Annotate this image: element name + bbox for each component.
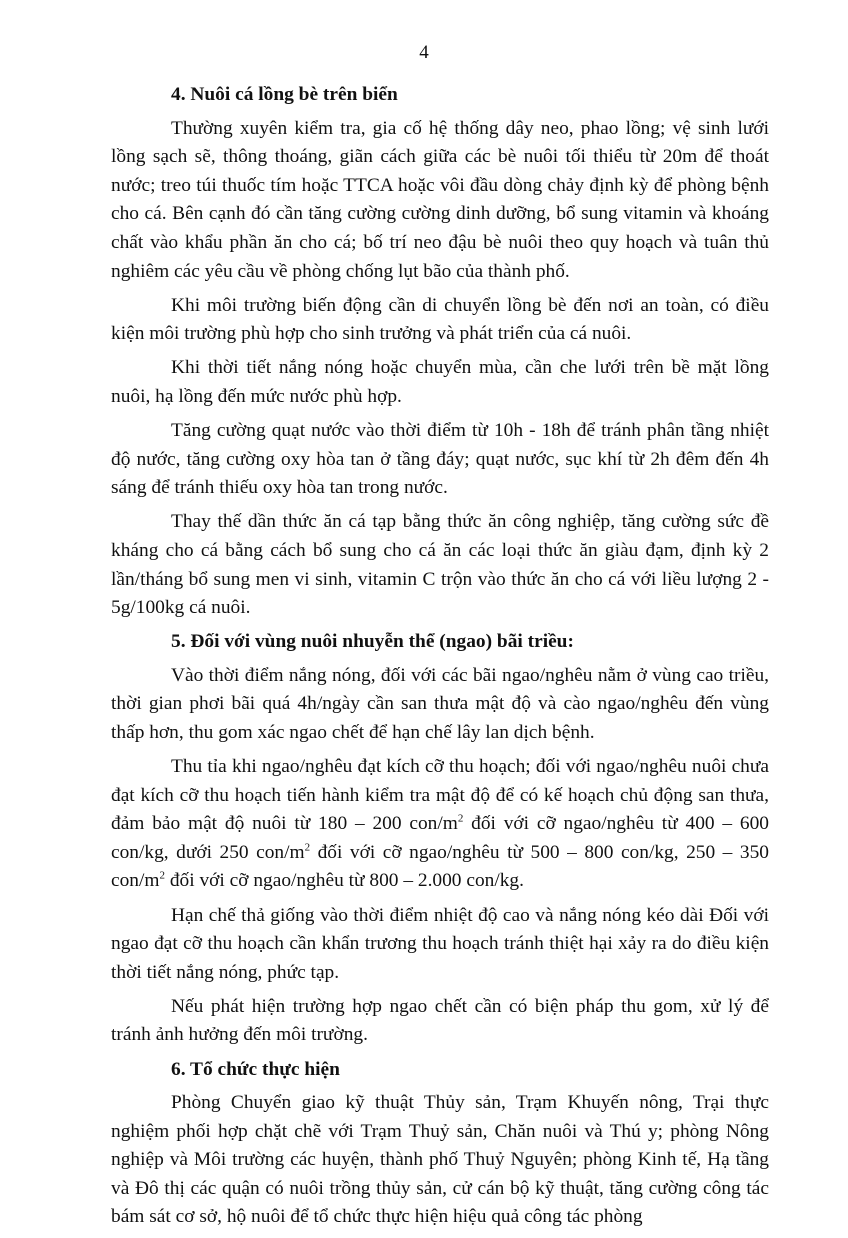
section-6 xyxy=(111,1056,769,1233)
section-5 xyxy=(111,628,769,1050)
section-4 xyxy=(111,81,769,623)
page-number: 4 xyxy=(419,42,429,63)
section-heading: 4. Nuôi cá lồng bè trên biển xyxy=(171,84,398,105)
paragraph: Vào thời điểm nắng nóng, đối với các bãi ngao/nghêu nằm ở vùng cao triều, thời gian phơi bãi quá 4h/ngày cần san thưa mật độ và cào ngao/nghêu đến vùng thấp hơn, thu gom xác ngao chết để hạn chế lây lan dịch bệnh. xyxy=(111,664,769,743)
paragraph: Hạn chế thả giống vào thời điểm nhiệt độ cao và nắng nóng kéo dài Đối với ngao đạt cỡ thu hoạch cần khẩn trương thu hoạch tránh thiệt hại xảy ra do điều kiện thời tiết nắng nóng, phức tạp. xyxy=(111,904,769,983)
text-run: đối với cỡ ngao/nghêu từ 400 – 600 con/kg, dưới 250 con/m xyxy=(111,813,769,863)
text-run: đối với cỡ ngao/nghêu từ 800 – 2.000 con/kg. xyxy=(164,870,524,892)
paragraph-density xyxy=(111,753,769,896)
paragraph: Khi thời tiết nắng nóng hoặc chuyển mùa, cần che lưới trên bề mặt lồng nuôi, hạ lồng đến mức nước phù hợp. xyxy=(111,357,769,407)
section-heading: 6. Tổ chức thực hiện xyxy=(171,1058,340,1080)
paragraph: Nếu phát hiện trường hợp ngao chết cần có biện pháp thu gom, xử lý để tránh ảnh hưởng đến môi trường. xyxy=(111,995,769,1046)
paragraph: Thường xuyên kiểm tra, gia cố hệ thống dây neo, phao lồng; vệ sinh lưới lồng sạch sẽ, thông thoáng, giãn cách giữa các bè nuôi tối thiểu từ 20m để thoát nước; treo túi thuốc tím hoặc TTCA hoặc vôi đầu dòng chảy định kỳ để phòng bệnh cho cá. Bên cạnh đó cần tăng cường cường dinh dưỡng, bổ sung vitamin và khoáng chất vào khẩu phần ăn cho cá; bố trí neo đậu bè nuôi theo quy hoạch và tuân thủ nghiêm các yêu cầu về phòng chống lụt bão của thành phố. xyxy=(111,117,769,282)
paragraph: Khi môi trường biến động cần di chuyển lồng bè đến nơi an toàn, có điều kiện môi trường phù hợp cho sinh trưởng và phát triển của cá nuôi. xyxy=(111,294,769,345)
paragraph: Tăng cường quạt nước vào thời điểm từ 10h - 18h để tránh phân tầng nhiệt độ nước, tăng cường oxy hòa tan ở tầng đáy; quạt nước, sục khí từ 2h đêm đến 4h sáng để tránh thiếu oxy hòa tan trong nước. xyxy=(111,420,769,499)
text-run: đối với cỡ ngao/nghêu từ 500 – 800 con/kg, 250 – 350 con/m xyxy=(111,841,769,892)
superscript: 2 xyxy=(457,812,464,825)
section-heading: 5. Đối với vùng nuôi nhuyễn thể (ngao) bãi triều: xyxy=(171,631,574,653)
paragraph: Thay thế dần thức ăn cá tạp bằng thức ăn công nghiệp, tăng cường sức đề kháng cho cá bằng cách bổ sung cho cá ăn các loại thức ăn giàu đạm, định kỳ 2 lần/tháng bổ sung men vi sinh, vitamin C trộn vào thức ăn cho cá với liều lượng 2 - 5g/100kg cá nuôi. xyxy=(111,511,769,619)
superscript: 2 xyxy=(304,841,311,854)
superscript: 2 xyxy=(159,869,165,882)
paragraph: Phòng Chuyển giao kỹ thuật Thủy sản, Trạm Khuyến nông, Trại thực nghiệm phối hợp chặt chẽ với Trạm Thuỷ sản, Chăn nuôi và Thú y; phòng Nông nghiệp và Môi trường các huyện, thành phố Thuỷ Nguyên; phòng Kinh tế, Hạ tầng và Đô thị các quận có nuôi trồng thủy sản, cử cán bộ kỹ thuật, tăng cường công tác bám sát cơ sở, hộ nuôi để tổ chức thực hiện hiệu quả công tác phòng xyxy=(111,1092,769,1228)
text-run: Thu tỉa khi ngao/nghêu đạt kích cỡ thu hoạch; đối với ngao/nghêu nuôi chưa đạt kích cỡ thu hoạch tiến hành kiểm tra mật độ để có kế hoạch chủ động san thưa, đảm bảo mật độ nuôi từ 180 – 200 con/m xyxy=(111,756,769,835)
document-body xyxy=(111,81,769,1238)
